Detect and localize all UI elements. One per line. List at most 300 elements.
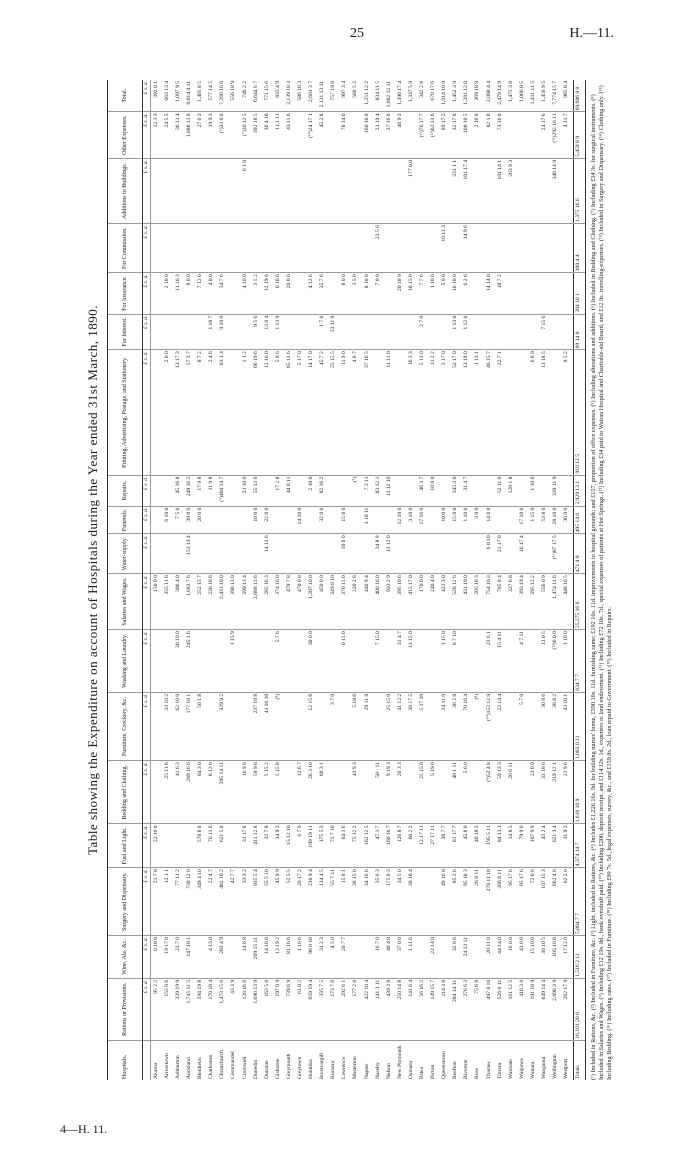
unit-cell: £ s. d. [143,224,151,273]
table-cell: 30 10 0 [173,630,184,693]
table-cell: 3 5 2 [251,273,262,314]
table-cell [229,761,240,824]
table-cell [417,630,428,693]
table-cell: 32 7 8 [262,824,273,868]
table-cell: 30 8 6 [539,692,550,760]
table-cell [506,314,517,350]
table-cell [406,475,417,506]
table-row [428,80,439,1080]
table-cell [195,314,206,350]
table-cell: 191 18 9 [528,978,539,1040]
table-row [517,80,528,1080]
table-cell: 9 5 2 [561,350,573,475]
table-cell: (⁷)30 12 5 [240,112,251,159]
table-cell [206,534,217,574]
table-cell: 10 10 0 [451,273,462,314]
table-row [395,80,406,1080]
table-cell: 11 9 8 [206,475,217,506]
table-cell: 78 14 0 [340,112,351,159]
table-row [362,80,373,1080]
table-cell [550,350,561,475]
table-cell [229,506,240,534]
table-cell [295,692,306,760]
table-cell [195,158,206,223]
table-cell: 340 14 9 [550,158,561,223]
table-cell: 4 13 0 [206,936,217,979]
table-cell: 27 17 11 [428,824,439,868]
table-cell [151,158,163,223]
table-cell: 416 3 8 [517,978,528,1040]
unit-row [143,80,151,1080]
hospital-name: Ashburton [174,1055,181,1079]
table-cell: 34 16 6 [362,868,373,936]
table-cell: 220 2 8 [351,574,362,630]
table-cell: 71 7 10 [329,824,340,868]
table-cell: 1,475 3 8 [506,80,517,112]
table-cell: 15 8 1 [340,868,351,936]
hospital-name: Ross [474,1068,481,1079]
table-cell: 5 7 0 [517,692,528,760]
table-cell: 431 19 0 [462,574,473,630]
table-cell: (⁵)460 14 7 [218,475,229,506]
table-cell: 5 8 6 [273,350,284,475]
document-reference: H.—11. [569,26,614,41]
table-cell: 12 6 7 [295,761,306,824]
table-cell: 835 4 9 [273,80,284,112]
table-cell: 11 2 2 [428,350,439,475]
table-cell [273,224,284,273]
table-cell: 43 10 10 [262,692,273,760]
table-cell: 36 15 0 [351,868,362,936]
table-cell: 79 9 0 [517,824,528,868]
total-cell: 100 4 4 [573,224,585,273]
table-cell: 17 9 8 [195,475,206,506]
table-cell: 16 9 8 [240,761,251,824]
table-cell: 21 9 6 [561,761,573,824]
table-cell: 38 2 8 [451,692,462,760]
hospital-name: Westport [563,1058,570,1079]
table-cell [184,158,195,223]
table-cell: 7 0 0 [373,273,384,314]
table-cell: 16 0 0 [506,936,517,979]
table-cell: 12 17 11 [417,824,428,868]
table-cell: 45 16 8 [173,475,184,506]
table-cell: 14 10 0 [295,506,306,534]
table-cell: 2,088 13 6 [251,574,262,630]
table-cell: 10 0 0 [251,506,262,534]
table-cell: 3 17 0 [439,350,450,475]
table-cell [240,224,251,273]
table-cell: 9 19 3 [384,761,395,824]
table-cell: 8 0 0 [184,273,195,314]
table-cell: 12 19 2 [273,936,284,979]
table-cell: 23 11 9 [329,314,340,350]
table-cell [473,936,484,979]
table-cell: 75 12 2 [351,824,362,868]
table-cell: 1 18 7 [206,314,217,350]
table-cell [184,824,195,868]
table-cell [473,630,484,693]
column-header: For Insurance. [108,273,143,314]
table-title: Table showing the Expenditure on account of Hospitals during the Year ended 31st March, 1890. [85,305,100,855]
table-row [240,80,251,1080]
table-cell [539,158,550,223]
table-cell [351,314,362,350]
table-cell: 240 4 0 [428,574,439,630]
table-cell: 1 10 0 [561,630,573,693]
table-cell: 40 4 8 [384,936,395,979]
table-cell [329,761,340,824]
table-cell: 22 4 7 [206,868,217,936]
table-cell [206,506,217,534]
table-cell: 276 6 3 [462,978,473,1040]
table-cell: 997 3 4 [340,80,351,112]
table-cell [428,534,439,574]
table-cell [428,158,439,223]
table-cell: (¹⁰)24 17 1 [306,112,317,159]
table-cell: 45 7 2 [317,350,328,475]
table-cell: 126 8 7 [395,824,406,868]
table-cell: 8,014 4 11 [184,80,195,112]
table-cell: 65 13 6 [284,350,295,475]
table-cell: 14 6 8 [240,936,251,979]
table-cell [439,475,450,506]
table-cell: 12 10 0 [395,506,406,534]
table-cell [362,224,373,273]
table-cell: 52 5 5 [284,868,295,936]
table-cell: 6 2 6 [462,273,473,314]
table-cell [428,224,439,273]
table-cell [362,761,373,824]
hospital-name: Greymouth [285,1053,292,1079]
table-cell: 62 10 0 [173,692,184,760]
table-cell: 70 11 6 [206,824,217,868]
table-cell [473,475,484,506]
table-cell [340,158,351,223]
table-cell: 22 10 0 [151,824,163,868]
table-cell [173,224,184,273]
table-cell [561,158,573,223]
table-cell: 23 10 0 [240,475,251,506]
table-cell [218,224,229,273]
table-cell: 670 17 6 [428,80,439,112]
total-cell: 1,516 2 11 [573,936,585,979]
table-cell: 415 17 0 [406,574,417,630]
table-cell: 26 3 3 [395,761,406,824]
totals-label: Totals [573,1040,585,1080]
hospital-name: Oamaru [407,1060,414,1079]
table-cell: 392 18 5 [251,112,262,159]
table-cell: 83 12 1 [373,475,384,506]
table-cell: 1,888 13 8 [184,112,195,159]
hospital-name: Patea [419,1066,425,1079]
table-cell: 30 0 0 [561,506,573,534]
table-cell [284,314,295,350]
table-cell: 24 13 11 [462,936,473,979]
table-cell: 327 6 8 [506,574,517,630]
table-cell: 411 12 8 [251,824,262,868]
table-cell: 14 9 6 [462,224,473,273]
table-cell: 95 2 2 [151,978,163,1040]
table-cell: 3 0 0 [473,506,484,534]
hospital-name: Queenstown [441,1051,448,1079]
table-cell: 128 16 6 [240,978,251,1040]
table-cell: 1,690 13 9 [251,978,262,1040]
table-cell: 17 12 0 [561,936,573,979]
table-cell [284,224,295,273]
table-row [218,80,229,1080]
table-cell: 3 5 0 [351,273,362,314]
table-cell: 5 13 0 [417,350,428,475]
table-row [528,80,539,1080]
table-cell [206,158,217,223]
table-cell: 36 4 10 [262,112,273,159]
table-cell: 66 19 6 [251,350,262,475]
table-cell [340,692,351,760]
table-cell: (⁸) [473,692,484,760]
table-row [284,80,295,1080]
table-cell [384,224,395,273]
table-cell [317,224,328,273]
table-cell: 39 10 4 [406,868,417,936]
table-cell [517,273,528,314]
table-cell: 2,139 18 3 [284,80,295,112]
table-cell [451,224,462,273]
table-cell: 1 12 0 [462,314,473,350]
table-cell [251,158,262,223]
table-cell: 141 3 11 [373,978,384,1040]
table-cell: 20 7 7 [340,936,351,979]
table-cell: 4 12 6 [306,273,317,314]
table-cell [162,824,173,868]
hospital-name: Greytown [296,1056,303,1079]
table-cell [428,630,439,693]
table-cell: 36 11 4 [173,112,184,159]
table-cell: 342 2 8 [417,80,428,112]
table-cell [262,475,273,506]
table-cell [229,224,240,273]
table-cell: 107 9 9 [528,824,539,868]
table-cell: 556 0 9 [539,574,550,630]
table-cell: 1 10 0 [462,506,473,534]
table-cell [295,224,306,273]
hospital-name: Dunedin [252,1059,259,1079]
table-cell: 149 15 7 [428,978,439,1040]
table-cell: 1 15 0 [528,506,539,534]
table-cell: (⁶)33 0 0 [218,112,229,159]
table-cell [561,273,573,314]
table-cell [517,350,528,475]
table-cell [484,224,495,273]
table-cell: 283 4 9 [218,936,229,979]
table-cell: 7 15 6 [539,314,550,350]
table-cell: 13 0 5 [539,630,550,693]
column-header: Printing, Advertising, Postage, and Stationery. [108,350,143,475]
unit-cell: £ s. d. [143,273,151,314]
table-cell: 528 12 6 [451,574,462,630]
table-cell: 370 15 0 [340,574,351,630]
table-cell: 31 4 7 [462,475,473,506]
table-cell [151,506,163,534]
table-cell [317,158,328,223]
table-cell [517,761,528,824]
table-cell: 45 9 9 [273,868,284,936]
table-cell [329,112,340,159]
table-cell: 8 18 8 [362,273,373,314]
table-cell: 754 10 3 [484,574,495,630]
hospital-name: Napier [363,1063,370,1079]
table-cell [229,824,240,868]
table-cell [151,692,163,760]
table-cell: 82 16 2 [317,475,328,506]
table-cell: 105 10 8 [550,936,561,979]
table-cell [417,224,428,273]
table-cell [351,534,362,574]
table-cell: 422 10 4 [362,978,373,1040]
table-cell [473,158,484,223]
table-cell: 52 17 0 [451,350,462,475]
table-cell [173,314,184,350]
table-cell: 25 15 5 [329,350,340,475]
table-cell: 25 15 0 [384,692,395,760]
table-cell: 834 11 5 [373,80,384,112]
total-cell: 2,929 13 1 [573,475,585,506]
table-cell: 2 4 6 [206,350,217,475]
table-cell [340,761,351,824]
table-cell [295,475,306,506]
table-cell: 1,882 12 11 [384,80,395,112]
unit-cell: £ s. d. [143,534,151,574]
table-cell: 390 13 0 [229,574,240,630]
table-cell: 6,644 6 7 [251,80,262,112]
table-cell [229,350,240,475]
unit-cell: £ s. d. [143,824,151,868]
table-cell [473,314,484,350]
table-cell: 2,601 3 7 [306,80,317,112]
table-cell: 60 2 2 [406,824,417,868]
table-cell: 39 8 6 [184,506,195,534]
table-cell: 14 8 5 [506,824,517,868]
table-cell [262,224,273,273]
table-cell: 38 7 7 [439,824,450,868]
table-cell [295,112,306,159]
table-cell: 12 12 10 [384,475,395,506]
table-cell: 12 3 3 [151,112,163,159]
table-cell: 5 0 0 [439,273,450,314]
table-cell: 329 9 2 [218,692,229,760]
table-cell: 1 16 6 [295,936,306,979]
table-cell [295,314,306,350]
column-headers [108,80,143,1080]
table-cell: 6 10 6 [273,273,284,314]
table-cell: 13 12 0 [384,534,395,574]
table-cell: 8 7 2 [195,350,206,475]
table-cell [229,273,240,314]
hospital-name: Picton [430,1064,437,1079]
table-cell: 369 18 9 [473,80,484,112]
table-cell [273,158,284,223]
table-cell [218,534,229,574]
table-cell [251,224,262,273]
table-cell [517,158,528,223]
table-cell [195,224,206,273]
table-cell: 46 3 7 [417,475,428,506]
column-header: Salaries and Wages. [108,574,143,630]
table-cell [306,224,317,273]
table-cell [218,506,229,534]
table-cell: 20 0 0 [284,273,295,314]
total-cell: 834 7 7 [573,630,585,693]
table-row [373,80,384,1080]
table-cell [362,936,373,979]
table-cell: 1,745 11 5 [184,978,195,1040]
table-cell: 1 11 6 [406,936,417,979]
unit-cell: £ s. d. [143,475,151,506]
table-cell [506,534,517,574]
column-header: Other Expenses. [108,112,143,159]
table-cell: 38 17 5 [406,692,417,760]
table-cell: 11 16 3 [173,273,184,314]
table-cell [439,534,450,574]
table-cell [251,534,262,574]
table-cell: (¹¹)76 17 7 [417,112,428,159]
table-cell: 395 10 6 [395,574,406,630]
table-row [406,80,417,1080]
table-cell: 147 10 1 [184,936,195,979]
table-cell [428,506,439,534]
table-cell: 556 18 9 [229,80,240,112]
table-cell: 26 6 11 [506,761,517,824]
table-cell: 1,456 9 5 [539,80,550,112]
table-cell: 31 17 6 [240,824,251,868]
table-cell: 2 10 0 [162,273,173,314]
table-cell [295,273,306,314]
table-cell: 746 2 2 [240,80,251,112]
table-cell: 49 16 8 [439,868,450,936]
table-cell: 29 11 8 [362,692,373,760]
table-cell: 355 11 8 [162,574,173,630]
footer-reference: 4—H. 11. [60,1122,108,1136]
table-cell: 170 0 0 [417,574,428,630]
table-cell [162,475,173,506]
table-cell: 12 19 6 [262,273,273,314]
table-cell [528,273,539,314]
table-cell [151,224,163,273]
table-cell [317,630,328,693]
table-cell: 30 0 0 [306,630,317,693]
table-cell [262,630,273,693]
table-cell: 586 18 3 [295,80,306,112]
table-cell: 57 3 7 [184,350,195,475]
table-cell: 55 7 11 [329,868,340,936]
table-cell: 245 1 6 [184,630,195,693]
table-cell: 13 17 3 [173,350,184,475]
table-row [229,80,240,1080]
table-cell: 1,474 11 6 [550,574,561,630]
hospital-name: Auckland [186,1057,193,1079]
table-row [473,80,484,1080]
table-cell [317,534,328,574]
table-cell: 21 7 8 [151,868,163,936]
table-cell: 55 13 6 [251,475,262,506]
table-cell: 141 6 4 [406,978,417,1040]
table-row [162,80,173,1080]
table-cell [317,692,328,760]
table-cell: 335 7 5 [317,978,328,1040]
table-cell [561,475,573,506]
table-cell: 5 15 2 [262,761,273,824]
table-cell: 1,411 11 5 [528,80,539,112]
